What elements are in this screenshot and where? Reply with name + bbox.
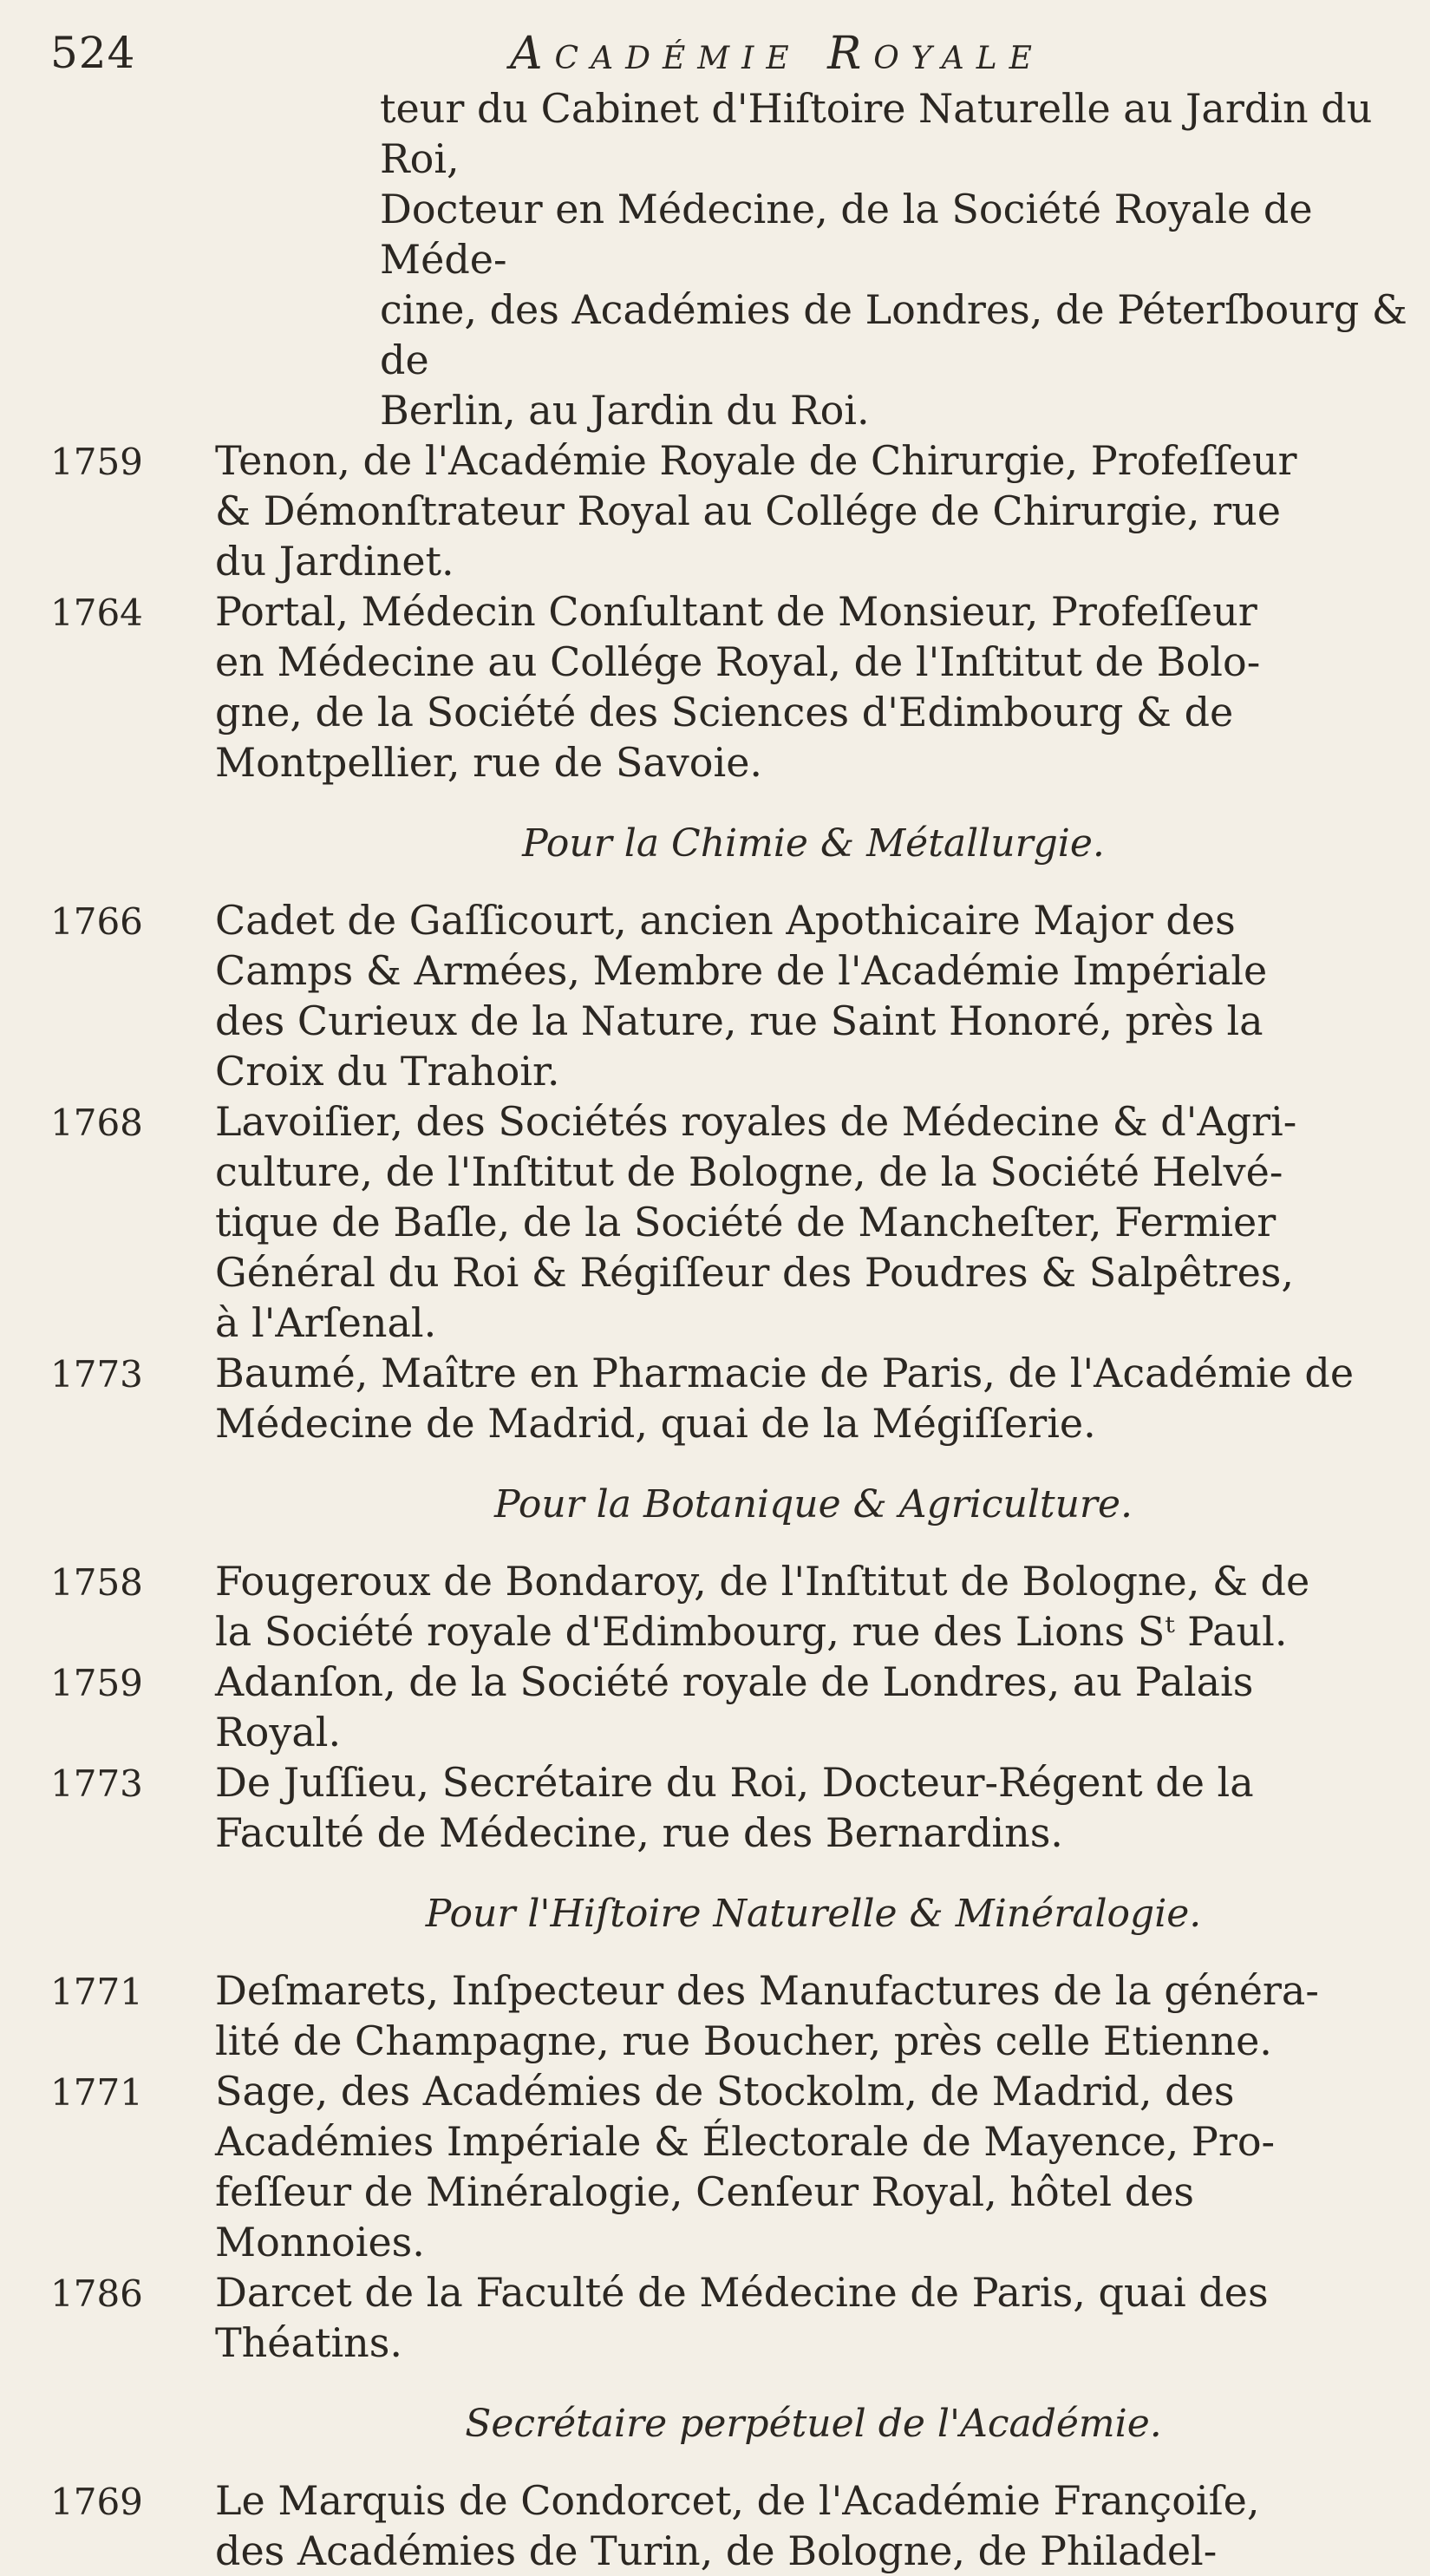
member-entry	[50, 2267, 1420, 2368]
section-heading-chimie: Pour la Chimie & Métallurgie.	[522, 821, 1105, 866]
section-heading-histoire-naturelle: Pour l'Hiſtoire Naturelle & Minéralogie.	[425, 1892, 1202, 1936]
member-entry	[50, 2066, 1420, 2267]
member-entry	[50, 895, 1420, 1096]
page-number: 524	[50, 28, 136, 78]
entry-year: 1773	[50, 1762, 143, 1805]
running-title: Académie Royale	[510, 28, 1044, 80]
entry-year: 1758	[50, 1561, 143, 1604]
entry-text: De Juſſieu, Secrétaire du Roi, Docteur-Régent de la Faculté de Médecine, rue des Bernardins.	[215, 1759, 1254, 1856]
member-entry	[50, 1965, 1420, 2066]
entry-year: 1764	[50, 592, 143, 634]
entry-text: Cadet de Gaſſicourt, ancien Apothicaire Major des Camps & Armées, Membre de l'Académie Impériale des Curieux de la Nature, rue Saint Honoré, près la Croix du Trahoir.	[215, 897, 1268, 1095]
entry-text: Baumé, Maître en Pharmacie de Paris, de l'Académie de Médecine de Madrid, quai de la Mégiſſerie.	[215, 1350, 1355, 1447]
entry-year: 1759	[50, 441, 143, 483]
entry-year: 1766	[50, 900, 143, 943]
member-entry	[50, 1096, 1420, 1348]
section-heading-botanique: Pour la Botanique & Agriculture.	[494, 1482, 1133, 1527]
page-body	[50, 83, 1420, 2576]
entry-year: 1768	[50, 1102, 143, 1144]
entry-group-3	[50, 1556, 1420, 1858]
page-header	[50, 24, 1378, 85]
entry-text: Sage, des Académies de Stockolm, de Madrid, des Académies Impériale & Électorale de Mayence, Pro- feſſeur de Minéralogie, Cenſeur Royal, hôtel des Monnoies.	[215, 2068, 1276, 2265]
entry-year: 1771	[50, 2071, 143, 2114]
entry-year: 1786	[50, 2272, 143, 2315]
entry-text: Lavoiſier, des Sociétés royales de Médecine & d'Agri- culture, de l'Inſtitut de Bologne, de la Société Helvé- tique de Baſle, de la Société de Mancheſter, Fermier Général du Roi & Régiſſeur des Poudres & Salpêtres, à l'Arſenal.	[215, 1098, 1297, 1346]
member-entry	[50, 1348, 1420, 1448]
entry-year: 1769	[50, 2481, 143, 2523]
member-entry	[50, 586, 1420, 788]
entry-year: 1771	[50, 1971, 143, 2013]
entry-year: 1773	[50, 1353, 143, 1396]
entry-text: Adanſon, de la Société royale de Londres, au Palais Royal.	[215, 1658, 1254, 1755]
section-heading-secretaire: Secrétaire perpétuel de l'Académie.	[465, 2402, 1162, 2446]
entry-group-1	[50, 435, 1420, 788]
entry-text: Le Marquis de Condorcet, de l'Académie Françoiſe, des Académies de Turin, de Bologne, de Philadel-	[215, 2477, 1260, 2574]
entry-group-2	[50, 895, 1420, 1448]
entry-text: teur du Cabinet d'Hiſtoire Naturelle au Jardin du Roi, Docteur en Médecine, de la Société Royale de Méde- cine, des Académies de Londres, de Péterſbourg & de Berlin, au Jardin du Roi.	[380, 85, 1407, 434]
entry-text: Portal, Médecin Conſultant de Monsieur, Profeſſeur en Médecine au Collége Royal, de l'Inſtitut de Bolo- gne, de la Société des Sciences d'Edimbourg & de Montpellier, rue de Savoie.	[215, 588, 1261, 786]
member-entry	[50, 2475, 1420, 2576]
member-entry	[50, 435, 1420, 586]
entry-text: Tenon, de l'Académie Royale de Chirurgie, Profeſſeur & Démonſtrateur Royal au Collége de Chirurgie, rue du Jardinet.	[215, 437, 1297, 585]
continued-entry	[50, 83, 1420, 435]
entry-text: Fougeroux de Bondaroy, de l'Inſtitut de Bologne, & de la Société royale d'Edimbourg, rue des Lions Sᵗ Paul.	[215, 1558, 1310, 1655]
member-entry	[50, 1657, 1420, 1757]
member-entry	[50, 1757, 1420, 1858]
entry-year: 1759	[50, 1662, 143, 1704]
entry-text: Darcet de la Faculté de Médecine de Paris, quai des Théatins.	[215, 2269, 1269, 2366]
entry-group-4	[50, 1965, 1420, 2368]
entry-group-5	[50, 2475, 1420, 2576]
member-entry	[50, 1556, 1420, 1657]
entry-text: Deſmarets, Inſpecteur des Manufactures de la généra- lité de Champagne, rue Boucher, près celle Etienne.	[215, 1967, 1319, 2064]
